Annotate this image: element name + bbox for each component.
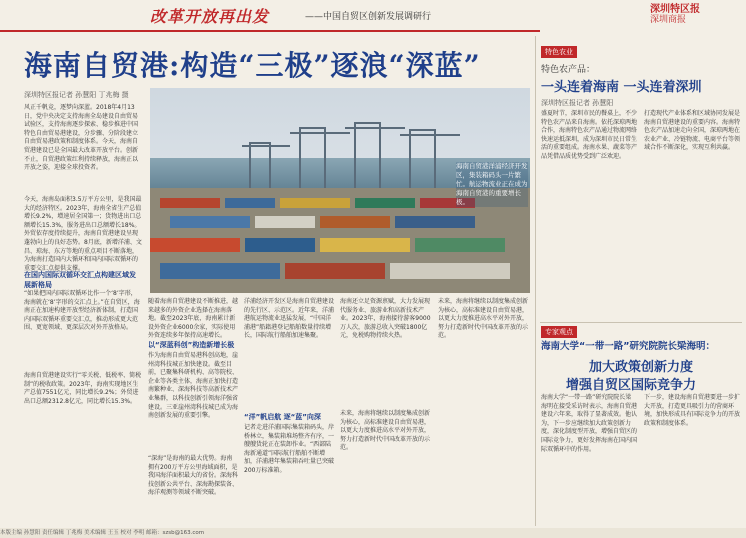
intro-paragraph: 风正千帆竞，逐梦向深蓝。2018年4月13日，党中央决定支持海南全岛建设自由贸易试验区，支持海南逐步探索、稳步推进中国特色自由贸易港建设，分步骤、分阶段建立自由贸易港政策和制度体系。今天，海南自贸港建设已是全国最大改革开放平台。创新不止，自贸港政策红利持续释放，海南正以开放之姿，迎接全球投资者。 (24, 104, 139, 172)
right1-paragraph-2: 打造现代产业体系和区域协同发展是海南自贸港建设的重要内容。海南特色农产品加速走向全国，深琼两地在农业产业、冷链物流、电商平台等领域合作不断深化，实现互利共赢。 (644, 110, 741, 152)
right2-title-line2: 增强自贸区国际竞争力 (566, 378, 697, 393)
body-paragraph-3: 海南自贸港建设实行“零关税、低税率、简税制”的税收政策。2023年，海南实现地区生产总值7551亿元，同比增长9.2%；外贸进出口总额2312.8亿元，同比增长15.3%。 (24, 372, 142, 405)
right1-title: 一头连着海南 一头连着深圳 (541, 80, 702, 95)
col5-paragraph-1: 未来，海南将继续以制度集成创新为核心，高标准建设自由贸易港，以更大力度推进高水平对外开放，努力打造新时代中国改革开放的示范。 (438, 298, 529, 340)
section-heading-1: 在国内国际双循环交汇点构建区域发展新格局 (24, 271, 136, 289)
col2-paragraph-3: “深海”是海南的最大优势。海南拥有200万平方公里海域面积，是我国海洋面积最大的省份。深海科技创新公共平台、深海勘探装备、海洋观测等领域不断突破。 (148, 455, 239, 497)
col3-paragraph-1: 洋浦经济开发区是海南自贸港建设的先行区、示范区。近年来，洋浦港航运物流业迅猛发展，“中国洋浦港”船籍港登记船舶数量持续增长，国际航行船舶加速集聚。 (244, 298, 335, 340)
col4-paragraph-2: 未来，海南将继续以制度集成创新为核心，高标准建设自由贸易港，以更大力度推进高水平对外开放，努力打造新时代中国改革开放的示范。 (340, 410, 431, 452)
right1-byline: 深圳特区报记者 孙慧阳 (541, 99, 614, 107)
right2-subtitle: 海南大学“一带一路”研究院院长梁海明： (541, 341, 715, 352)
newspaper-logo (650, 4, 742, 26)
col2-paragraph-2: 作为海南自由贸易港科创高地，崖州湾科技城正加快建设。截至目前，已聚集科研机构、高等院校、企业等各类主体，海南正加快打造南繁种业、深海科技等高新技术产业集群，以科技创新引领海洋强省建设。三亚崖州湾科技城已成为海南创新发展的重要引擎。 (148, 352, 239, 420)
right1-paragraph-1: 盛夏时节，深圳市民的餐桌上，不少特色农产品来自海南。依托深琼两地合作，海南特色农产品通过物流网络快速运抵深圳，成为深圳市民日常生活的重要组成。海南水果、蔬菜等产品凭借品质优势受到广泛欢迎。 (541, 110, 638, 160)
col3-paragraph-2: 记者走进洋浦国际集装箱码头，岸桥林立，集装箱堆场整齐有序，一艘艘货轮正在装卸作业。“西部陆海新通道”国际航行船舶不断增加，洋浦港年集装箱吞吐量已突破200万标准箱。 (244, 424, 335, 474)
section-heading-2: 以“深蓝科创”构造新增长极 (148, 341, 235, 349)
page-footer: 本版主编 孙慧阳 责任编辑 丁兆梅 美术编辑 王玉 校对 李明 邮箱：szsb@163.com (0, 528, 746, 538)
page-header (0, 0, 746, 30)
right-section-divider (540, 322, 742, 323)
section-tag-expert: 专家观点 (541, 326, 577, 338)
logo-line-2: 深圳商报 (650, 15, 687, 25)
section-tag-agriculture: 特色农业 (541, 46, 577, 58)
logo-line-1: 深圳特区报 (650, 4, 700, 15)
page-title: 海南自贸港:构造“三极”逐浪“深蓝” (24, 49, 481, 82)
body-paragraph-1: 今天，海南岛面积3.5万平方公里，是我国最大的经济特区。2023年，海南全省生产总值增长9.2%，增速居全国第一；货物进出口总额增长15.3%，服务进出口总额增长18%。外贸依存度持续提升，海南自贸港建设呈现蓬勃向上的良好态势。8月底，新增洋浦、文昌、琼海、东方等地的重点项目不断落地，为海南打造国内大循环和国内国际双循环的重要交汇点提供支撑。 (24, 196, 142, 272)
right2-paragraph-2: 下一步，建设海南自贸港要进一步扩大开放，打造更具吸引力的营商环境，加快形成具有国际竞争力的开放政策和制度体系。 (644, 394, 741, 427)
section-banner: 改革开放再出发 (150, 7, 270, 26)
section-banner-subtitle: ——中国自贸区创新发展调研行 (305, 12, 432, 22)
right2-title-line1: 加大政策创新力度 (589, 360, 694, 375)
col4-paragraph-1: 海南还立足资源禀赋，大力发展现代服务业、旅游业和高新技术产业。2023年，海南接待游客9000万人次，旅游总收入突破1800亿元，免税购物持续火热。 (340, 298, 431, 340)
section-heading-3: “洋”帆启航 逐“蓝”向深 (244, 413, 321, 421)
main-byline: 深圳特区报记者 孙慧阳 丁兆梅 摄 (24, 91, 129, 99)
header-rule (0, 30, 540, 32)
photo-caption: 海南自贸港洋浦经济开发区，集装箱码头一片繁忙。航运物流业正在成为海南自贸港的重要增长极。 (456, 162, 528, 206)
right2-paragraph-1: 海南大学“一带一路”研究院院长梁海明在接受采访时表示，海南自贸港建设六年来，取得了显著成效。他认为，下一步应继续加大政策创新力度，深化制度型开放，增强自贸区的国际竞争力，更好发挥海南在国内国际双循环中的作用。 (541, 394, 638, 453)
column-divider (535, 36, 536, 526)
col2-paragraph-1: 随着海南自贸港建设不断推进，越来越多的外资企业选择在海南落地。截至2023年底，海南累计新设外资企业6000余家，实际使用外资连续多年保持高速增长。 (148, 298, 239, 340)
body-paragraph-2: “如果把国内国际双循环比作一个‘8’字形，海南就在‘8’字形的交汇点上。”在自贸区，海南正在加速构建开放型经济新体制，打造国内国际双循环重要交汇点，推动形成更大范围、更宽领域、更深层次对外开放格局。 (24, 290, 140, 332)
right1-subtitle: 特色农产品： (541, 65, 596, 75)
